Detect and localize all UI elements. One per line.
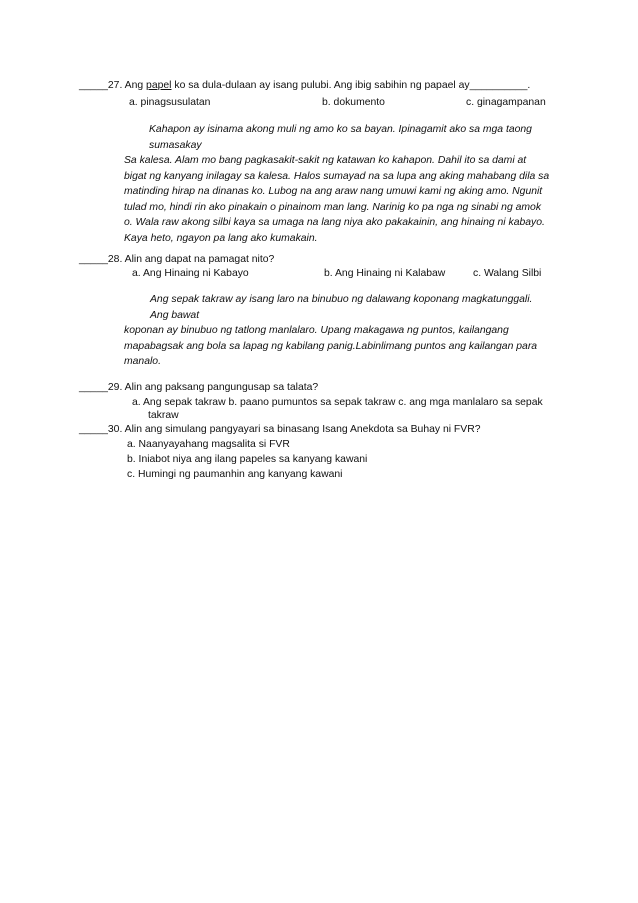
choice-c: c. Walang Silbi	[473, 268, 542, 279]
question-text: Alin ang paksang pangungusap sa talata?	[124, 382, 319, 393]
choice-b: b. Ang Hinaing ni Kalabaw	[324, 268, 446, 279]
question-text: Alin ang dapat na pamagat nito?	[124, 254, 275, 265]
passage-line: matinding hirap na dinanas ko. Lubog na ang araw nang umuwi kami ng aking amo. Ngunit	[124, 186, 543, 197]
answer-blank: _____29.	[79, 382, 123, 393]
passage-line: Ang bawat	[150, 309, 200, 321]
passage-line: sumasakay	[149, 139, 202, 151]
underlined-word: papel	[146, 80, 172, 91]
choice-a: a. Ang Hinaing ni Kabayo	[132, 268, 249, 279]
passage-line: manalo.	[124, 356, 161, 367]
passage-line: koponan ay binubuo ng tatlong manlalaro. Upang makagawa ng puntos, kailangang	[124, 325, 509, 336]
choice-a: a. Naanyayahang magsalita si FVR	[127, 439, 290, 450]
passage-line: Ang sepak takraw ay isang laro na binubuo ng dalawang koponang magkatunggali.	[150, 294, 533, 305]
passage-line: tulad mo, hindi rin ako pinakain o pinainom man lang. Narinig ko pa nga ng sinabi ng amok	[124, 201, 542, 213]
choices-line-continued: takraw	[148, 410, 179, 421]
choice-c: c. ginagampanan	[466, 97, 546, 108]
passage-line: mapabagsak ang bola sa lapag ng kabilang panig.Labinlimang puntos ang kailangan para	[124, 340, 538, 352]
passage-line: o. Wala raw akong silbi kaya sa umaga na lang niya ako pakakainin, ang hinaing ni kabayo.	[124, 217, 545, 228]
choice-b: b. dokumento	[322, 97, 385, 108]
passage-line: Sa kalesa. Alam mo bang pagkasakit-sakit ng katawan ko kahapon. Dahil ito sa dami at	[124, 155, 527, 166]
choices-line: a. Ang sepak takraw b. paano pumuntos sa sepak takraw c. ang mga manlalaro sa sepak	[132, 397, 543, 408]
choice-a: a. pinagsusulatan	[129, 97, 211, 108]
reading-passage-1	[124, 122, 560, 246]
passage-line: bigat ng kanyang inilagay sa kalesa. Halos sumayad na sa lupa ang aking mahabang dila sa	[124, 170, 550, 182]
reading-passage-2	[124, 292, 560, 370]
question-27	[79, 79, 530, 92]
question-29	[79, 381, 318, 394]
question-text-start: Ang	[124, 80, 147, 91]
passage-line: Kahapon ay isinama akong muli ng amo ko sa bayan. Ipinagamit ako sa mga taong	[149, 124, 532, 135]
question-28	[79, 253, 274, 266]
passage-line: Kaya heto, ngayon pa lang ako kumakain.	[124, 232, 318, 244]
choice-c: c. Humingi ng paumanhin ang kanyang kawani	[127, 469, 343, 480]
question-text: Alin ang simulang pangyayari sa binasang Isang Anekdota sa Buhay ni FVR?	[124, 424, 481, 435]
question-text-end: ko sa dula-dulaan ay isang pulubi. Ang ibig sabihin ng papael ay__________.	[171, 80, 531, 91]
answer-blank: _____30.	[79, 424, 123, 435]
choice-b: b. Iniabot niya ang ilang papeles sa kanyang kawani	[127, 454, 368, 465]
answer-blank: _____27.	[79, 80, 123, 91]
question-30	[79, 423, 481, 436]
answer-blank: _____28.	[79, 254, 123, 265]
